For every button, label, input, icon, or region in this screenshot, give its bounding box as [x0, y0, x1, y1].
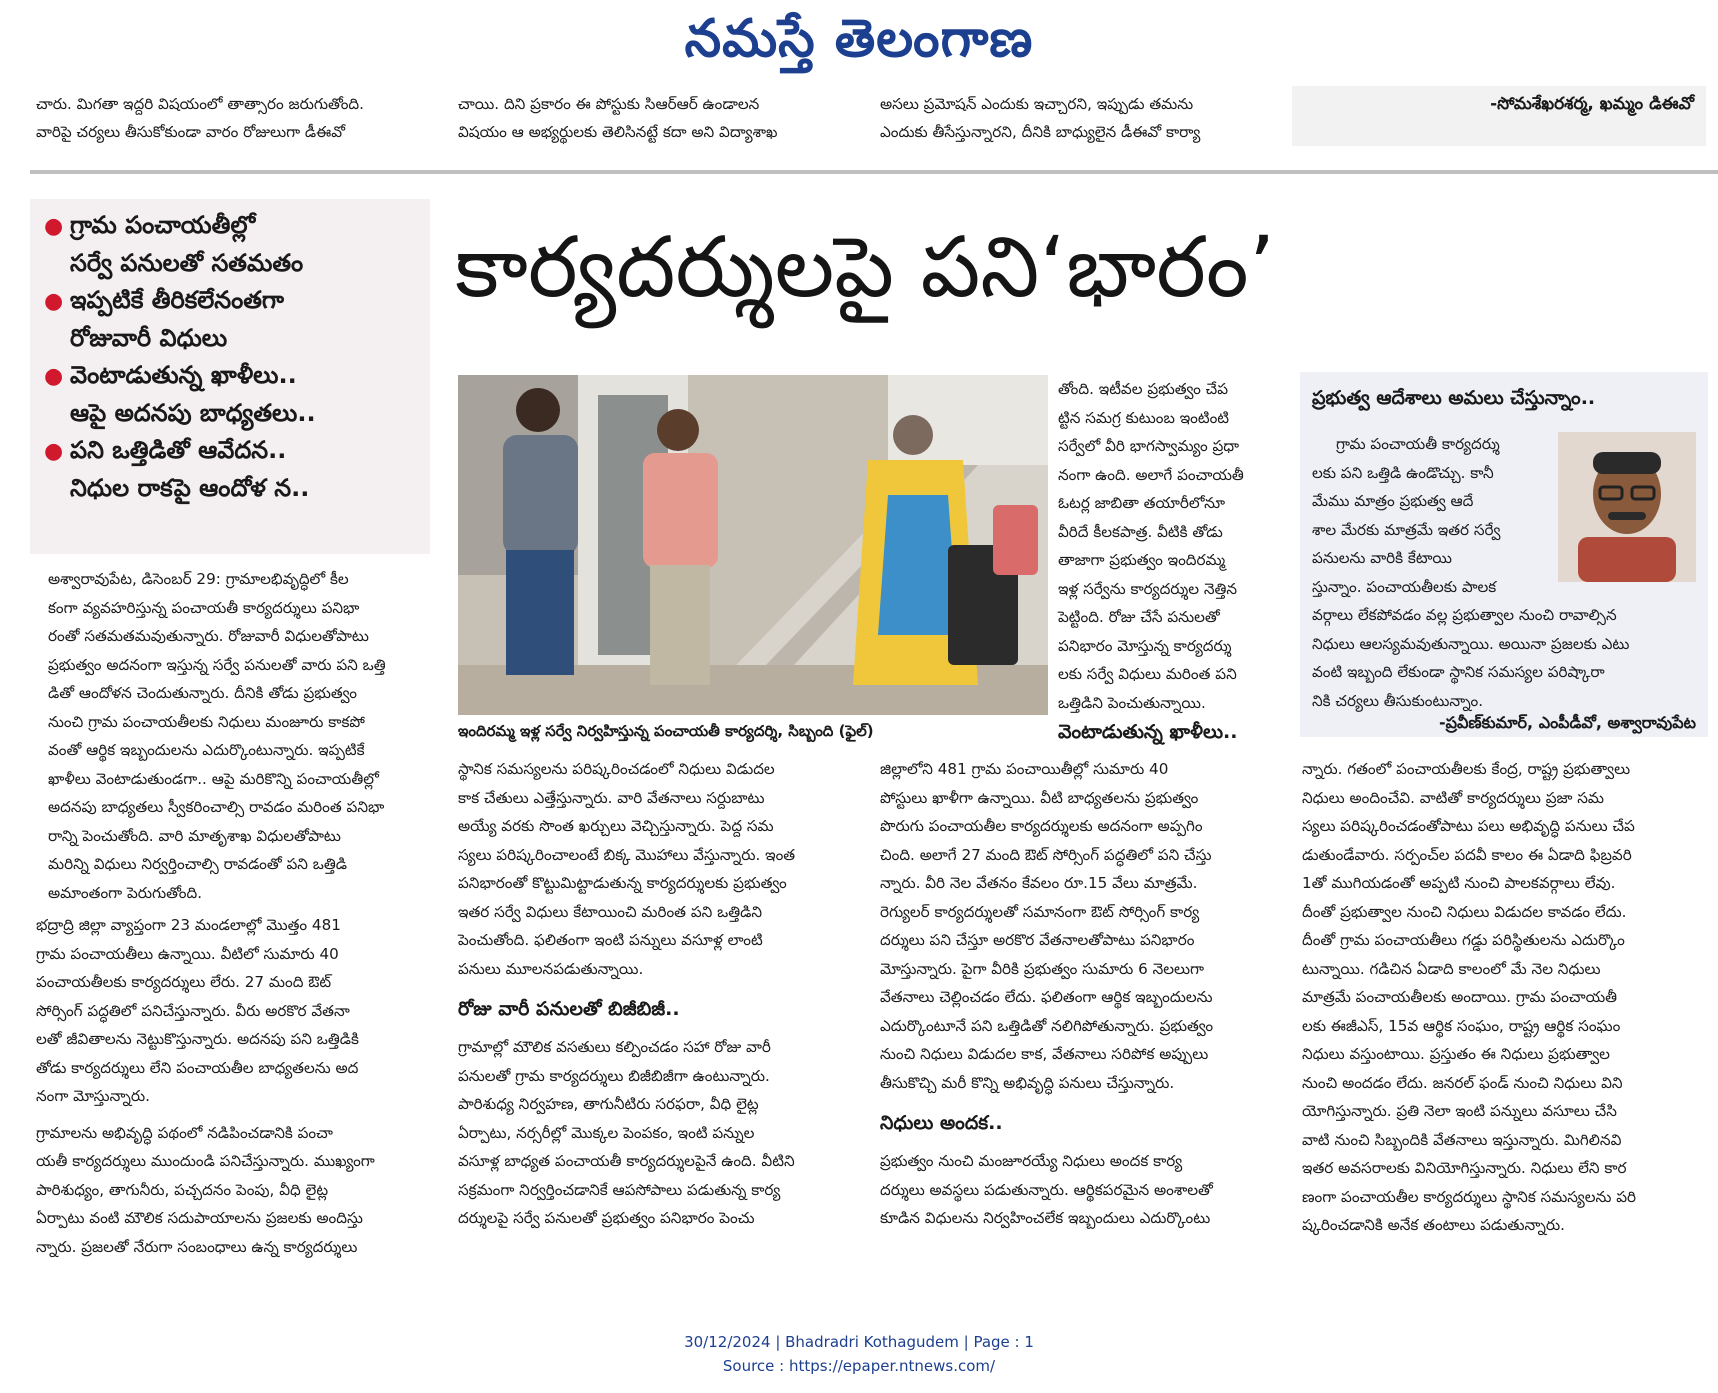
bullet-dot-icon: ● — [44, 214, 64, 239]
quote-signature: -ప్రవీణ్‌కుమార్, ఎంపీడీవో, అశ్వారావుపేట — [1439, 713, 1696, 732]
footer-source-link[interactable]: Source : https://epaper.ntnews.com/ — [722, 1357, 996, 1375]
highlight-item: ● ఇప్పటికే తీరికలేనంతగా — [44, 282, 416, 320]
subhead-vacancies: వెంటాడుతున్న ఖాళీలు.. — [1058, 721, 1238, 743]
quote-text-wide: వర్గాలు లేకపోవడం వల్ల ప్రభుత్వాల నుంచి రావాల్సిన నిధులు ఆలస్యమవుతున్నాయి. అయినా ప్రజలకు ఎటు వంటి ఇబ్బంది లేకుండా స్థానిక సమస్యల పరిష్కారా నికి చర్యలు తీసుకుంటున్నాం. — [1312, 606, 1630, 710]
paragraph: అశ్వారావుపేట, డిసెంబర్ 29: గ్రామాలభివృద్ధిలో కీల కంగా వ్యవహరిస్తున్న పంచాయతీ కార్యదర్శులు పనిభా రంతో సతమతమవుతున్నారు. రోజువారీ విధులతోపాటు ప్రభుత్వం అదనంగా ఇస్తున్న సర్వే పనులతో వారు పని ఒత్తి డితో ఆందోళన చెందుతున్నారు. దీనికి తోడు ప్రభుత్వం నుంచి గ్రామ పంచాయతీలకు నిధులు మంజూరు కాకపో వంతో ఆర్థిక ఇబ్బందులను ఎదుర్కొంటున్నారు. ఇప్పటికే ఖాళీలు వెంటాడుతుండగా.. ఆపై మరికొన్ని పంచాయతీల్లో అదనపు బాధ్యతలు స్వీకరించాల్సి రావడం మరింత పనిభా రాన్ని పెంచుతోంది. వారి మాతృశాఖ విధులతోపాటు మరిన్ని విధులు నిర్వర్తించాల్సి రావడంతో పని ఒత్తిడి అమాంతంగా పెరుగుతోంది. — [48, 570, 386, 902]
paragraph: భద్రాద్రి జిల్లా వ్యాప్తంగా 23 మండలాల్లో మొత్తం 481 గ్రామ పంచాయతీలు ఉన్నాయి. వీటిలో సుమారు 40 పంచాయతీలకు కార్యదర్శులు లేరు. 27 మంది ఔట్ సోర్సింగ్ పద్ధతిలో పనిచేస్తున్నారు. వీరు అరకొర వేతనా లతో జీవితాలను నెట్టుకొస్తున్నారు. అదనపు పని ఒత్తిడికి తోడు కార్యదర్శులు లేని పంచాయతీల బాధ్యతలను అద నంగా మోస్తున్నారు. — [36, 916, 359, 1105]
article-col3-top: తోంది. ఇటీవల ప్రభుత్వం చేప ట్టిన సమగ్ర కుటుంబ ఇంటింటి సర్వేలో వీరి భాగస్వామ్యం ప్రధా నంగా ఉంది. అలాగే పంచాయతీ ఓటర్ల జాబితా తయారీలోనూ వీరిదే కీలకపాత్ర. వీటికి తోడు తాజాగా ప్రభుత్వం ఇందిరమ్మ ఇళ్ల సర్వేను కార్యదర్శుల నెత్తిన పెట్టింది. రోజు చేసే పనులతో పనిభారం మోస్తున్న కార్యదర్శు లకు సర్వే విధులు మరింత పని ఒత్తిడిని పెంచుతున్నాయి. — [1058, 380, 1244, 712]
article-col2 — [458, 755, 850, 1233]
top-col2-line2: విషయం ఆ అభ్యర్థులకు తెలిసినట్టే కదా అని విద్యాశాఖ — [458, 123, 778, 141]
top-col2-line1: చాయి. దిని ప్రకారం ఈ పోస్టుకు సిఆర్ఆర్ ఉండాలన — [458, 95, 760, 113]
paragraph: స్థానిక సమస్యలను పరిష్కరించడంలో నిధులు విడుదల కాక చేతులు ఎత్తేస్తున్నారు. వారి వేతనాలు సర్దుబాటు అయ్యే వరకు సొంత ఖర్చులు వెచ్చిస్తున్నారు. పెద్ద సమ స్యలు పరిష్కరించాలంటే బిక్క మొహాలు వేస్తున్నారు. ఇంత పనిభారంతో కొట్టుమిట్టాడుతున్న కార్యదర్శులకు ప్రభుత్వం ఇతర సర్వే విధులు కేటాయించి మరింత పని ఒత్తిడిని పెంచుతోంది. ఫలితంగా ఇంటి పన్నులు వసూళ్ల లాంటి పనులు మూలనపడుతున్నాయి. — [458, 760, 796, 978]
top-col1-line2: వారిపై చర్యలు తీసుకోకుండా వారం రోజులుగా డీఈవో — [36, 123, 345, 141]
top-quote-box — [1292, 86, 1706, 146]
paragraph: జిల్లాలోని 481 గ్రామ పంచాయితీల్లో సుమారు 40 పోస్టులు ఖాళీగా ఉన్నాయి. వీటి బాధ్యతలను ప్రభుత్వం పొరుగు పంచాయతీల కార్యదర్శులకు అదనంగా అప్పగిం చింది. అలాగే 27 మంది ఔట్ సోర్సింగ్ పద్ధతిలో పని చేస్తు న్నారు. వీరి నెల వేతనం కేవలం రూ.15 వేలు మాత్రమే. రెగ్యులర్ కార్యదర్శులతో సమానంగా ఔట్ సోర్సింగ్ కార్య దర్శులు పని చేస్తూ అరకొర వేతనాలతోపాటు పనిభారం మోస్తున్నారు. పైగా వీరికి ప్రభుత్వం సుమారు 6 నెలలుగా వేతనాలు చెల్లించడం లేదు. ఫలితంగా ఆర్థిక ఇబ్బందులను ఎదుర్కొంటూనే పని ఒత్తిడితో నలిగిపోతున్నారు. ప్రభుత్వం నుంచి నిధులు విడుదల కాక, వేతనాలు సరిపోక అప్పులు తీసుకొచ్చి మరీ కొన్ని అభివృద్ధి పనులు చేస్తున్నారు. — [880, 760, 1214, 1092]
masthead-logo: నమస్తే తెలంగాణ — [684, 8, 1034, 69]
bullet-dot-icon: ● — [44, 364, 64, 389]
bullet-dot-icon: ● — [44, 439, 64, 464]
quote-text-narrow: గ్రామ పంచాయతీ కార్యదర్శు లకు పని ఒత్తిడి ఉండొచ్చు. కానీ మేము మాత్రం ప్రభుత్వ ఆదే శాల మేరకు మాత్రమే ఇతర సర్వే పనులను వారికి కేటాయి స్తున్నాం. పంచాయతీలకు పాలక — [1312, 435, 1501, 596]
divider — [30, 170, 1718, 174]
photo-caption: ఇందిరమ్మ ఇళ్ల సర్వే నిర్వహిస్తున్న పంచాయతీ కార్యదర్శి, సిబ్బంది (ఫైల్) — [458, 722, 874, 740]
highlight-item: ● పని ఒత్తిడితో ఆవేదన.. — [44, 432, 416, 470]
footer-date-line: 30/12/2024 | Bhadradri Kothagudem | Page : 1 — [684, 1333, 1034, 1351]
quote-box-title: ప్రభుత్వ ఆదేశాలు అమలు చేస్తున్నాం.. — [1312, 387, 1596, 409]
official-photo — [1558, 432, 1696, 582]
highlights-box — [30, 199, 430, 554]
news-photo — [458, 375, 1048, 715]
bullet-dot-icon: ● — [44, 289, 64, 314]
highlight-item-cont: రోజువారీ విధులు — [70, 324, 228, 352]
highlight-item: ● వెంటాడుతున్న ఖాళీలు.. — [44, 357, 416, 395]
headline: కార్యదర్శులపై పని‘భారం’ — [455, 218, 1276, 316]
paragraph: ప్రభుత్వం నుంచి మంజూరయ్యే నిధులు అందక కార్య దర్శులు అవస్థలు పడుతున్నారు. ఆర్థికపరమైన అంశాలతో కూడిన విధులను నిర్వహించలేక ఇబ్బందులు ఎదుర్కొంటు — [880, 1152, 1213, 1227]
official-portrait — [1558, 432, 1696, 582]
official-quote-box — [1300, 372, 1708, 737]
highlight-item-cont: నిధుల రాకపై ఆందోళ న.. — [70, 474, 310, 502]
subhead-busy: రోజు వారీ పనులతో బిజీబిజీ.. — [458, 998, 680, 1020]
article-col4: న్నారు. గతంలో పంచాయతీలకు కేంద్ర, రాష్ట్ర ప్రభుత్వాలు నిధులు అందించేవి. వాటితో కార్యదర్శులు ప్రజా సమ స్యలు పరిష్కరించడంతోపాటు పలు అభివృద్ధి పనులు చేప డుతుండేవారు. సర్పంచ్‌ల పదవీ కాలం ఈ ఏడాది ఫిబ్రవరి 1తో ముగియడంతో అప్పటి నుంచి పాలకవర్గాలు లేవు. దీంతో ప్రభుత్వాల నుంచి నిధులు విడుదల కావడం లేదు. దీంతో గ్రామ పంచాయతీలు గడ్డు పరిస్థితులను ఎదుర్కొం టున్నాయి. గడిచిన ఏడాది కాలంలో మే నెల నిధులు మాత్రమే పంచాయతీలకు అందాయి. గ్రామ పంచాయతీ లకు ఈజీఎస్, 15వ ఆర్థిక సంఘం, రాష్ట్ర ఆర్థిక సంఘం నిధులు వస్తుంటాయి. ప్రస్తుతం ఈ నిధులు ప్రభుత్వాల నుంచి అందడం లేదు. జనరల్ ఫండ్ నుంచి నిధులు విని యోగిస్తున్నారు. ప్రతి నెలా ఇంటి పన్నులు వసూలు చేసి వాటి నుంచి సిబ్బందికి వేతనాలు ఇస్తున్నారు. మిగిలినవి ఇతర అవసరాలకు వినియోగిస్తున్నారు. నిధులు లేని కార ణంగా పంచాయతీల కార్యదర్శులు స్థానిక సమస్యలను పరి ష్కరించడానికి అనేక తంటాలు పడుతున్నారు. — [1302, 760, 1637, 1234]
top-quote-signature: -సోమశేఖరశర్మ, ఖమ్మం డిఈవో — [1490, 94, 1694, 114]
article-col3 — [880, 755, 1278, 1233]
article-col1 — [36, 565, 430, 1261]
top-col3-line1: అసలు ప్రమోషన్ ఎందుకు ఇచ్చారని, ఇప్పుడు తమను — [880, 95, 1194, 113]
subhead-no-funds: నిధులు అందక.. — [880, 1112, 1003, 1134]
top-col1-line1: చారు. మిగతా ఇద్దరి విషయంలో తాత్సారం జరుగుతోంది. — [36, 95, 364, 113]
highlight-item-cont: సర్వే పనులతో సతమతం — [70, 249, 304, 277]
paragraph: గ్రామాల్లో మౌలిక వసతులు కల్పించడం సహా రోజు వారీ పనులతో గ్రామ కార్యదర్శులు బిజీబిజీగా ఉంటున్నారు. పారిశుధ్య నిర్వహణ, తాగునీటిరు సరఫరా, వీధి లైట్ల ఏర్పాటు, నర్సరీల్లో మొక్కల పెంపకం, ఇంటి పన్నుల వసూళ్ల బాధ్యత పంచాయతీ కార్యదర్శులపైనే ఉంది. వీటిని సక్రమంగా నిర్వర్తించడానికే ఆపసోపాలు పడుతున్న కార్య దర్శులపై సర్వే పనులతో ప్రభుత్వం పనిభారం పెంచు — [458, 1038, 795, 1227]
highlight-item: ● గ్రామ పంచాయతీల్లో — [44, 207, 416, 245]
paragraph: గ్రామాలను అభివృద్ధి పథంలో నడిపించడానికి పంచా యతీ కార్యదర్శులు ముందుండి పనిచేస్తున్నారు. ముఖ్యంగా పారిశుధ్యం, తాగునీరు, పచ్చదనం పెంపు, వీధి లైట్ల ఏర్పాటు వంటి మౌలిక సదుపాయాలను ప్రజలకు అందిస్తు న్నారు. ప్రజలతో నేరుగా సంబంధాలు ఉన్న కార్యదర్శులు — [36, 1123, 375, 1256]
photo-illustration — [458, 375, 1048, 715]
highlight-item-cont: ఆపై అదనపు బాధ్యతలు.. — [70, 399, 316, 427]
top-col3-line2: ఎందుకు తీసేస్తున్నారని, దీనికి బాధ్యులైన డీఈవో కార్యా — [880, 123, 1201, 141]
